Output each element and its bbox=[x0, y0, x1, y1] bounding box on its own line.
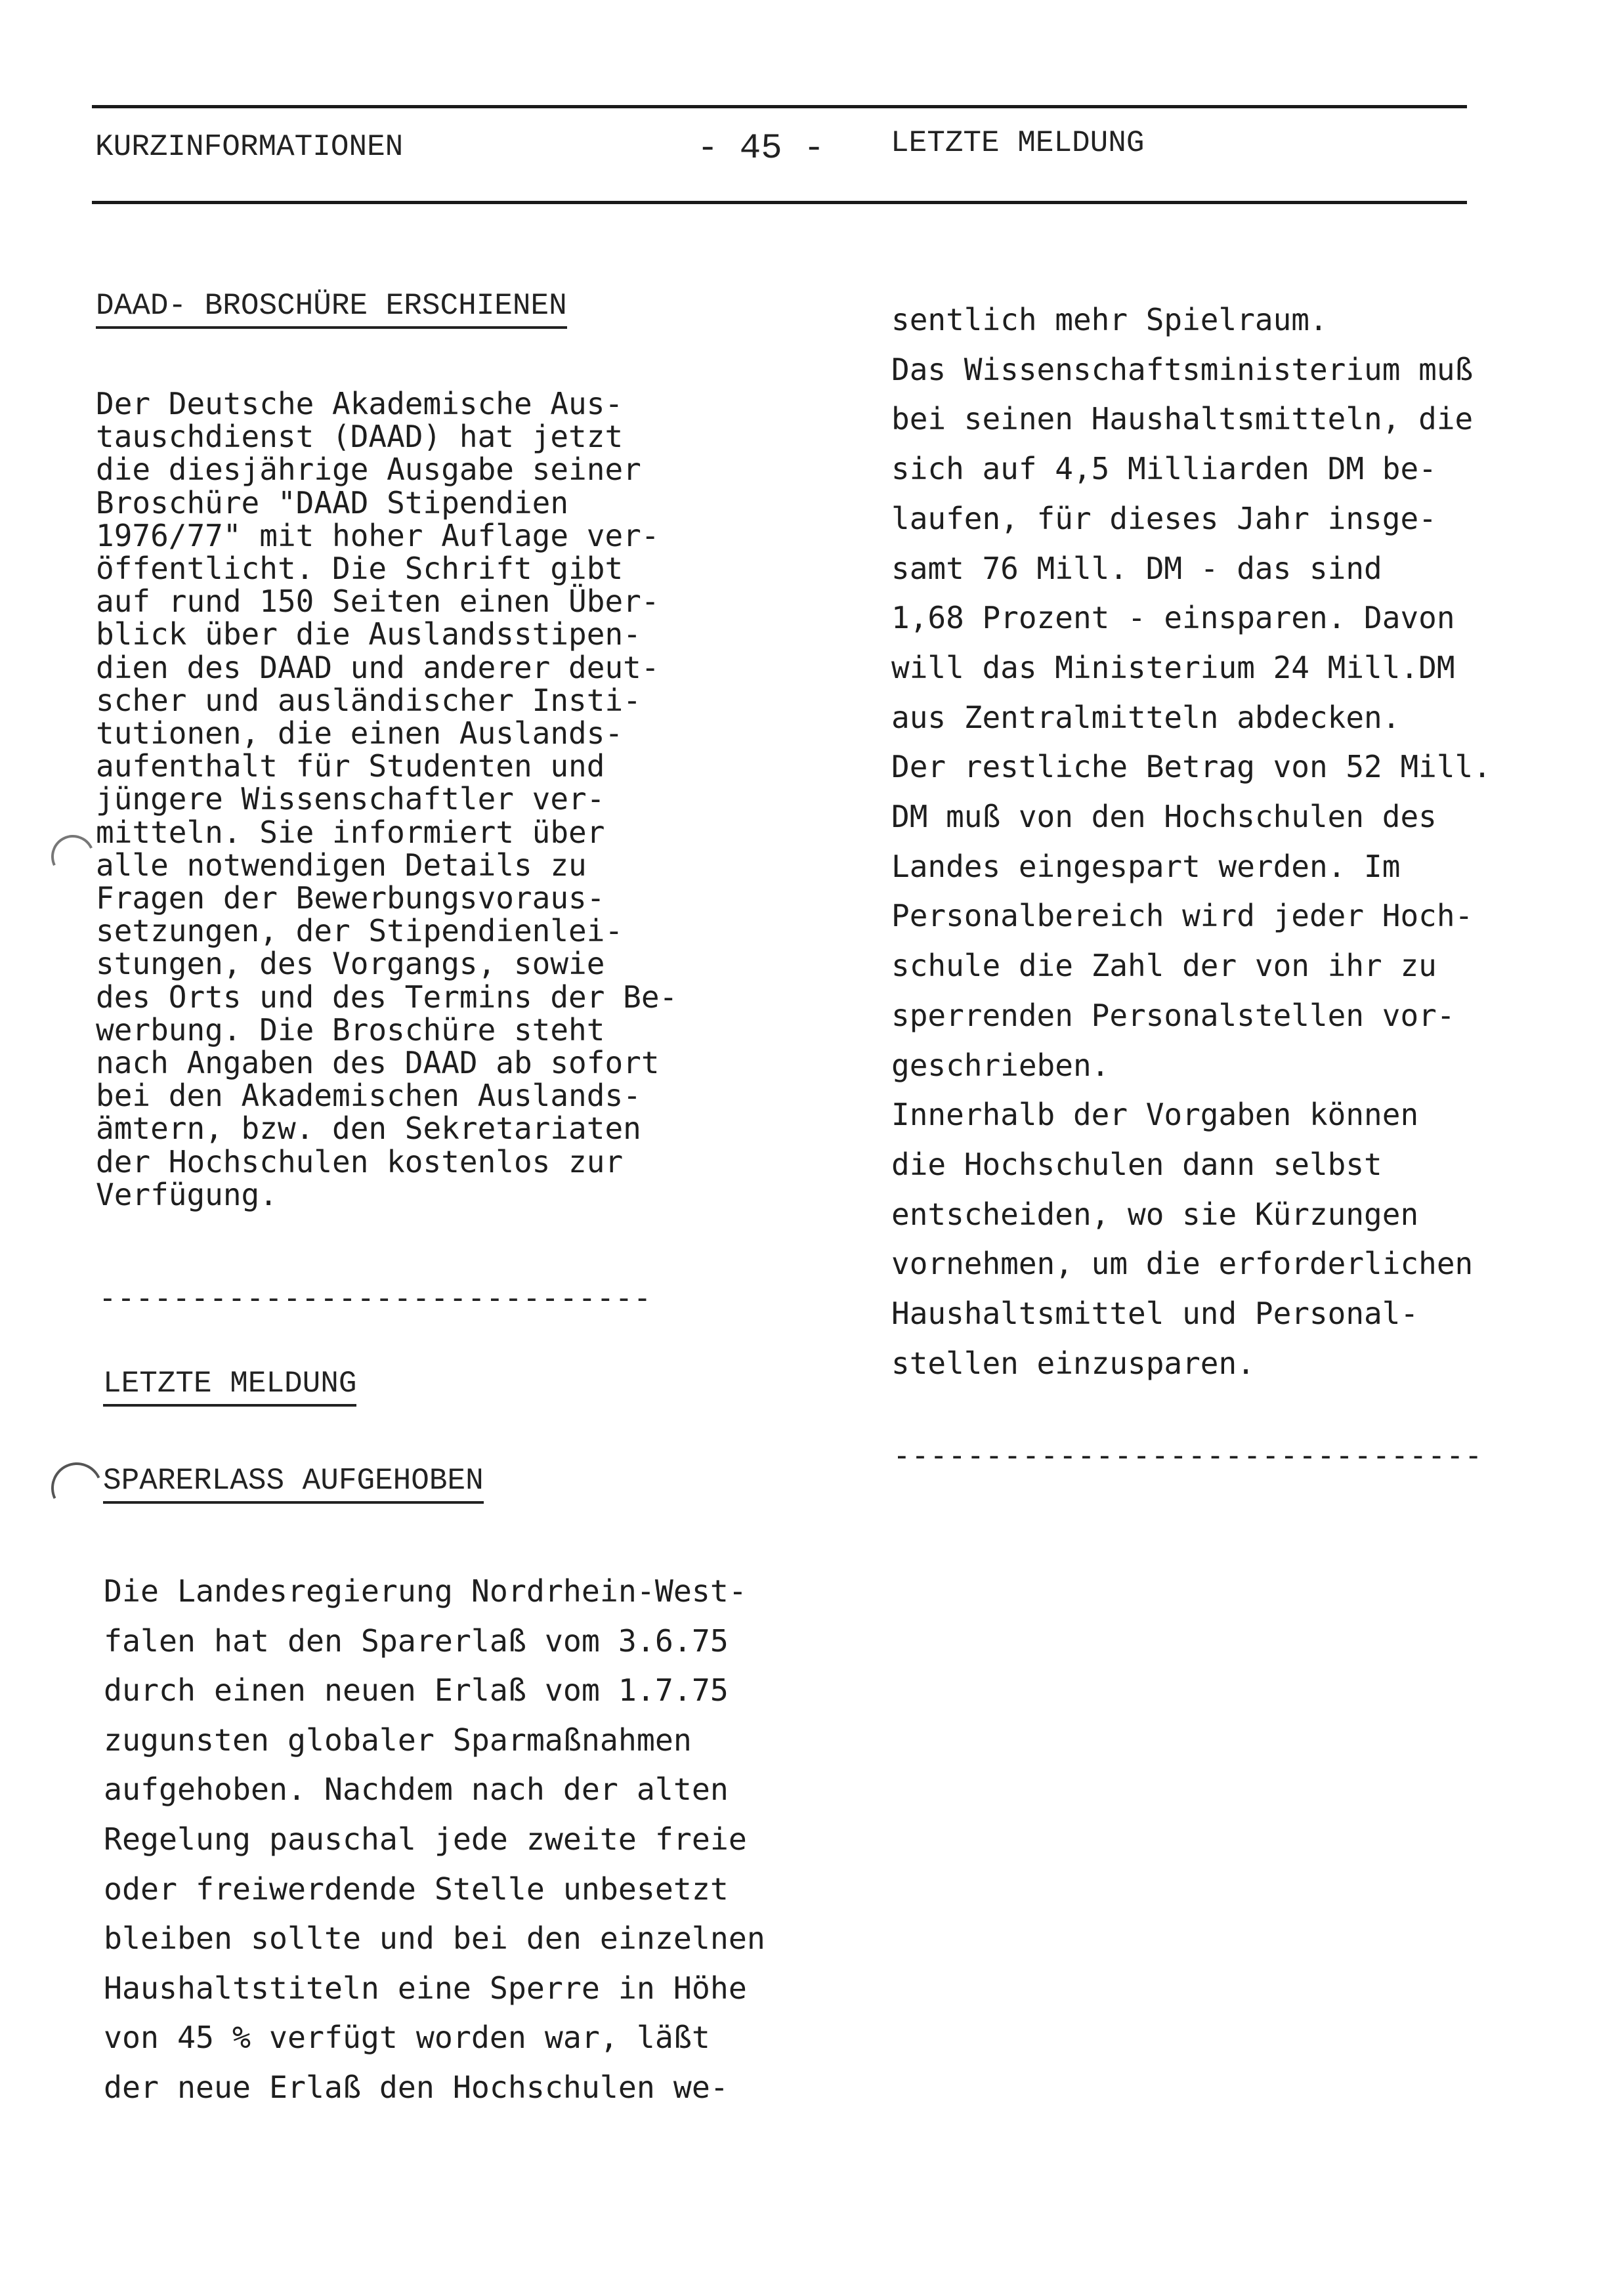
letzte-meldung-label: LETZTE MELDUNG bbox=[103, 1367, 356, 1407]
article-sparerlass-continuation: sentlich mehr Spielraum. Das Wissenschaftsministerium muß bei seinen Haushaltsmitteln, die sich auf 4,5 Milliarden DM be- laufen, für dieses Jahr insge- samt 76 Mill. DM - das sind 1,68 Prozent - einsparen. Davon will das Ministerium 24 Mill.DM aus Zentralmitteln abdecken. Der restliche Betrag von 52 Mill. DM muß von den Hochschulen des Landes eingespart werden. Im Personalbereich wird jeder Hoch- schule die Zahl der von ihr zu sperrenden Personalstellen vor- geschrieben. Innerhalb der Vorgaben können die Hochschulen dann selbst entscheiden, wo sie Kürzungen vornehmen, um die erforderlichen Haushaltsmittel und Personal- stellen einzusparen. bbox=[891, 302, 1491, 1381]
separator-right: -------------------------------- bbox=[893, 1437, 1483, 1473]
article-sparerlass-heading: SPARERLASS AUFGEHOBEN bbox=[103, 1464, 484, 1504]
punch-hole-mark-lower bbox=[44, 1455, 110, 1521]
article-sparerlass-body: Die Landesregierung Nordrhein-West- falen hat den Sparerlaß vom 3.6.75 durch einen neuen Erlaß vom 1.7.75 zugunsten globaler Sparmaßnahmen aufgehoben. Nachdem nach der alten Regelung pauschal jede zweite freie oder freiwerdende Stelle unbesetzt bleiben sollte und bei den einzelnen Haushaltstiteln eine Sperre in Höhe von 45 % verfügt worden war, läßt der neue Erlaß den Hochschulen we- bbox=[104, 1573, 765, 2105]
separator-left: ------------------------------ bbox=[98, 1280, 652, 1315]
header-top-rule bbox=[92, 105, 1467, 108]
header-bottom-rule bbox=[92, 201, 1467, 204]
punch-hole-mark-upper bbox=[45, 829, 101, 885]
article-daad-body: Der Deutsche Akademische Aus- tauschdienst (DAAD) hat jetzt die diesjährige Ausgabe seiner Broschüre "DAAD Stipendien 1976/77" mit hoher Auflage ver- öffentlicht. Die Schrift gibt auf rund 150 Seiten einen Über- blick über die Auslandsstipen- dien des DAAD und anderer deut- scher und ausländischer Insti- tutionen, die einen Auslands- aufenthalt für Studenten und jüngere Wissenschaftler ver- mitteln. Sie informiert über alle notwendigen Details zu Fragen der Bewerbungsvoraus- setzungen, der Stipendienlei- stungen, des Vorgangs, sowie des Orts und des Termins der Be- werbung. Die Broschüre steht nach Angaben des DAAD ab sofort bei den Akademischen Auslands- ämtern, bzw. den Sekretariaten der Hochschulen kostenlos zur Verfügung. bbox=[96, 386, 678, 1212]
header-section-right: LETZTE MELDUNG bbox=[891, 126, 1145, 160]
article-daad-heading: DAAD- BROSCHÜRE ERSCHIENEN bbox=[96, 289, 567, 329]
header-section-title: KURZINFORMATIONEN bbox=[95, 130, 404, 164]
page-number: - 45 - bbox=[697, 129, 825, 169]
